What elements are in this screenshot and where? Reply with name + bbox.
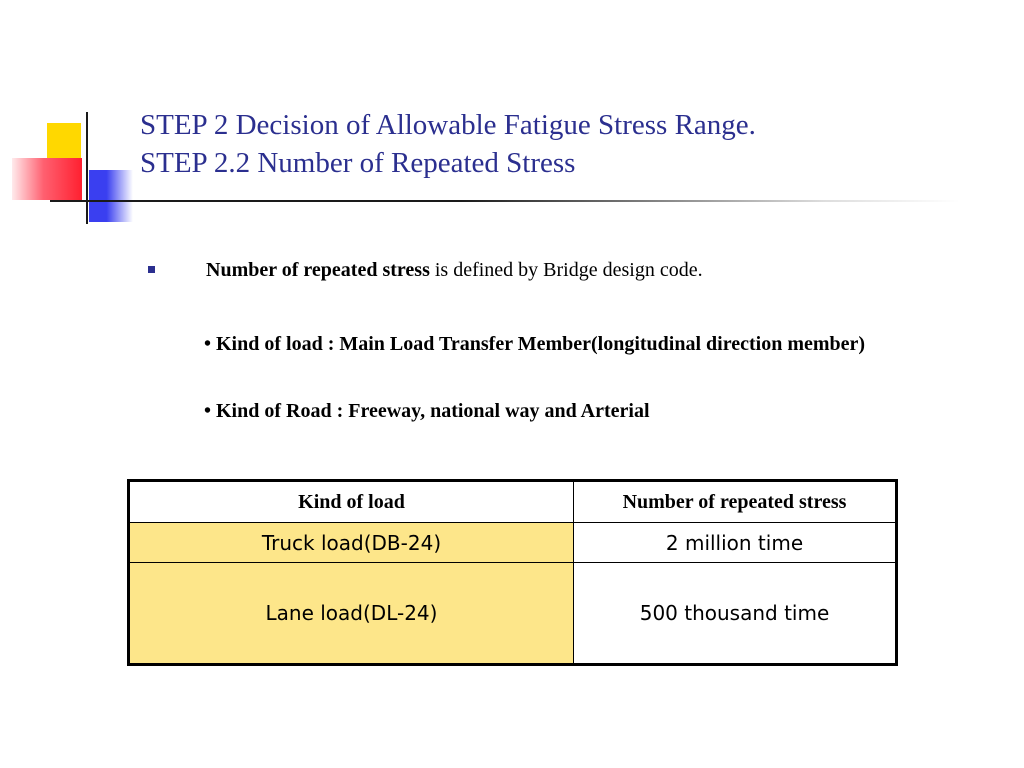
header-number-of-repeated-stress: Number of repeated stress	[574, 481, 897, 523]
title-line-1: STEP 2 Decision of Allowable Fatigue Stress Range.	[140, 109, 756, 141]
title-line-2: STEP 2.2 Number of Repeated Stress	[140, 147, 576, 179]
table-row	[129, 523, 897, 563]
bullet-bold-text: Number of repeated stress	[206, 259, 430, 281]
logo-vertical-line	[86, 112, 88, 224]
cell-repeat-count: 2 million time	[574, 523, 897, 563]
bullet-square-icon	[148, 266, 155, 273]
cell-repeat-count: 500 thousand time	[574, 563, 897, 665]
table-header-row	[129, 481, 897, 523]
logo-red-block	[12, 158, 82, 200]
repeated-stress-table	[127, 479, 898, 666]
bullet-text	[206, 258, 703, 282]
title-underline	[50, 200, 960, 202]
bullet-rest-text: is defined by Bridge design code.	[429, 259, 703, 281]
subitem-kind-of-road: • Kind of Road : Freeway, national way and Arterial	[204, 400, 650, 422]
decorative-logo	[0, 0, 160, 240]
table-row	[129, 563, 897, 665]
header-kind-of-load: Kind of load	[129, 481, 574, 523]
cell-load-type: Truck load(DB-24)	[129, 523, 574, 563]
cell-load-type: Lane load(DL-24)	[129, 563, 574, 665]
slide-title	[140, 106, 1000, 182]
subitem-kind-of-load: • Kind of load : Main Load Transfer Member(longitudinal direction member)	[204, 333, 866, 355]
logo-blue-block	[89, 170, 133, 222]
